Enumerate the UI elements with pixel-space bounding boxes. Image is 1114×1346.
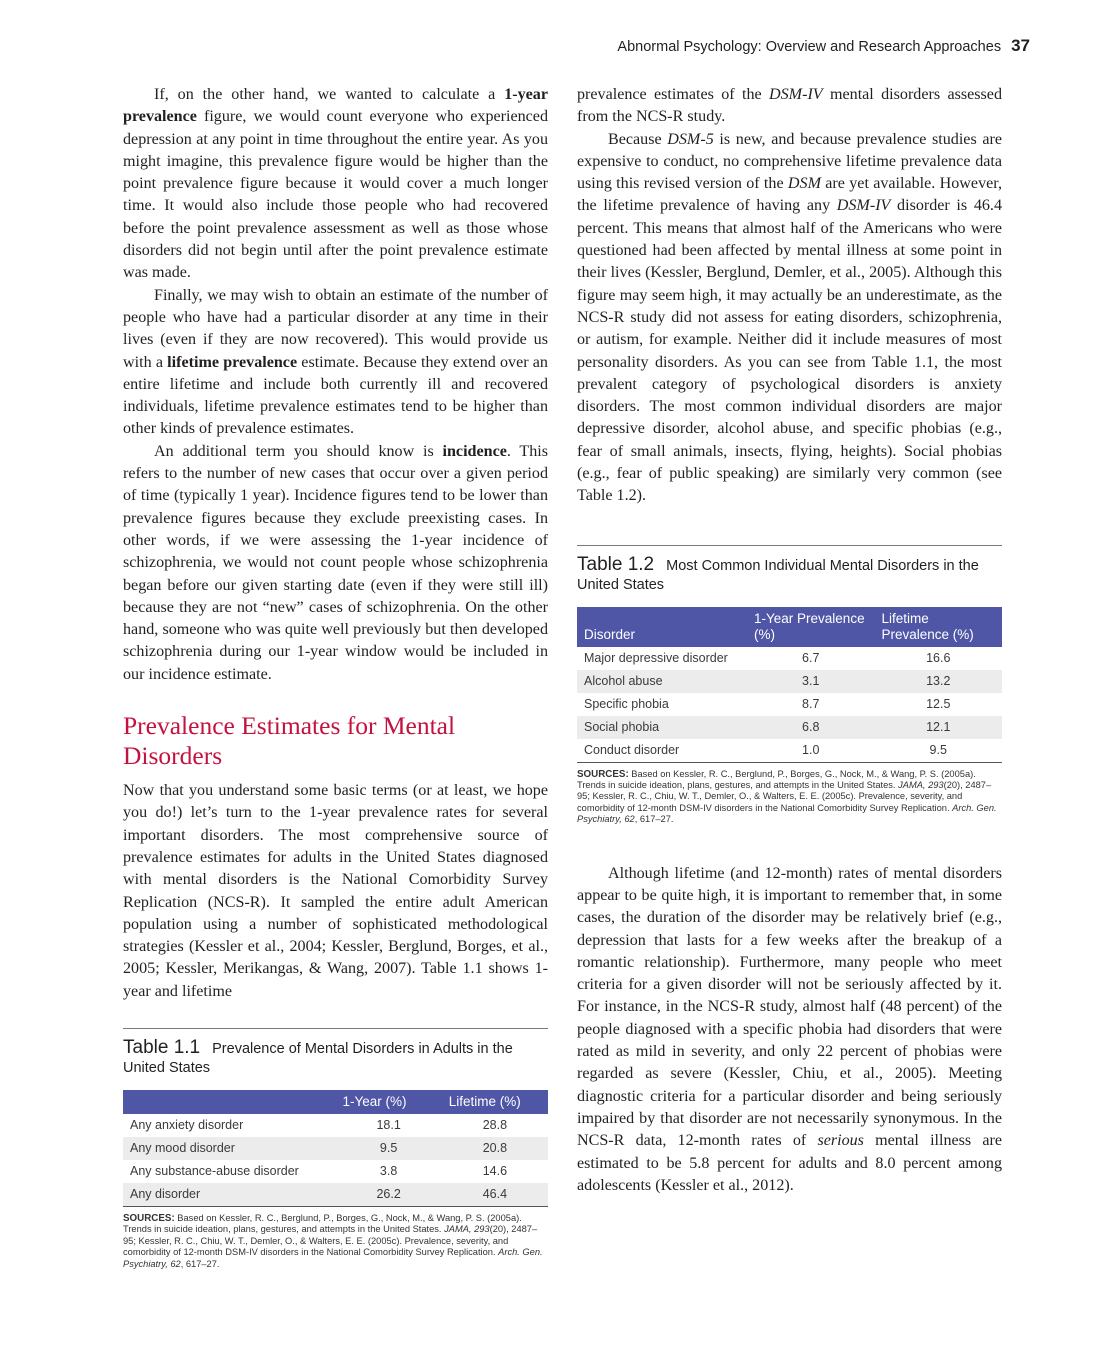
row-label: Specific phobia bbox=[584, 696, 669, 711]
lifetime-value: 46.4 bbox=[442, 1183, 548, 1207]
key-term-incidence: incidence bbox=[442, 442, 507, 460]
table-sources-note: SOURCES: Based on Kessler, R. C., Berglund, P., Borges, G., Nock, M., & Wang, P. S. (2005a). Trends in suicide ideation, plans, gestures, and attempts in the United States. JAMA, 293(20), 2487–95; Kessler, R. C., Chiu, W. T., Demler, O., & Walters, E. E. (2005c). Prevalence, severity, and comorbidity of 12-month DSM-IV disorders in the National Comorbidity Survey Replication. Arch. Gen. Psychiatry, 62, 617–27. bbox=[577, 768, 997, 825]
row-label: Alcohol abuse bbox=[577, 670, 747, 693]
table-row bbox=[577, 647, 1002, 670]
lifetime-value: 20.8 bbox=[442, 1137, 548, 1160]
paragraph-incidence: An additional term you should know is incidence. This refers to the number of new cases that occur over a given period of time (typically 1 year). Incidence figures tend to be lower than prevalence figures because they exclude preexisting cases. In other words, if we were assessing the 1-year incidence of schizophrenia, we would not count people whose schizophrenia began before our given starting date (even if they were still ill) because they are not “new” cases of schizophrenia. On the other hand, someone who was quite well previously but then developed schizophrenia during our 1-year window would be included in our incidence estimate. bbox=[123, 442, 548, 683]
table-row bbox=[577, 670, 1002, 693]
table-sources-note: SOURCES: Based on Kessler, R. C., Berglund, P., Borges, G., Nock, M., & Wang, P. S. (2005a). Trends in suicide ideation, plans, gestures, and attempts in the United States. JAMA, 293(20), 2487–95; Kessler, R. C., Chiu, W. T., Demler, O., & Walters, E. E. (2005c). Prevalence, severity, and comorbidity of 12-month DSM-IV disorders in the National Comorbidity Survey Replication. Arch. Gen. Psychiatry, 62, 617–27. bbox=[123, 1212, 543, 1269]
lifetime-value: 28.8 bbox=[482, 1118, 508, 1133]
table-row bbox=[123, 1114, 548, 1137]
column-header: Disorder bbox=[577, 607, 747, 647]
row-label: Social phobia bbox=[577, 716, 747, 739]
table-caption: Most Common Individual Mental Disorders in the United States bbox=[577, 557, 979, 593]
column-header bbox=[123, 1090, 336, 1114]
table-header-row bbox=[577, 607, 1002, 647]
row-label: Major depressive disorder bbox=[584, 650, 728, 665]
table-row bbox=[123, 1160, 548, 1183]
paragraph-dsm5: Because DSM-5 is new, and because prevalence studies are expensive to conduct, no comprehensive lifetime prevalence data using this revised version of the DSM are yet available. However, the lifetime prevalence of having any DSM-IV disorder is 46.4 percent. This means that almost half of the Americans who were questioned had been affected by mental illness at some point in their lives (Kessler, Berglund, Demler, et al., 2005). Although this figure may seem high, it may actually be an underestimate, as the NCS-R study did not assess for eating disorders, schizophrenia, or autism, for example. Neither did it include measures of most personality disorders. As you can see from Table 1.1, the most prevalent category of psychological disorders is anxiety disorders. The most common individual disorders are major depressive disorder, alcohol abuse, and specific phobias (e.g., fear of small animals, insects, flying, heights). Social phobias (e.g., fear of public speaking) are similarly very common (see Table 1.2). bbox=[577, 130, 1002, 505]
table-number: Table 1.1 bbox=[123, 1036, 201, 1058]
column-header: Lifetime (%) bbox=[442, 1090, 548, 1114]
left-column bbox=[123, 84, 548, 1270]
table-row bbox=[577, 739, 1002, 763]
table-caption: Prevalence of Mental Disorders in Adults in the United States bbox=[123, 1040, 513, 1076]
paragraph-1-year-prevalence: If, on the other hand, we wanted to calculate a 1-year prevalence figure, we would count everyone who experienced depression at any point in time throughout the entire year. As you might imagine, this prevalence figure would be higher than the point prevalence figure because it would cover a much longer time. It would also include those people who had recovered before the point prevalence assessment as well as those whose disorders did not begin until after the point prevalence estimate was made. bbox=[123, 86, 548, 282]
table-1-1 bbox=[123, 1028, 548, 1270]
table-row bbox=[123, 1183, 548, 1207]
paragraph-continued: prevalence estimates of the DSM-IV mental disorders assessed from the NCS-R study. bbox=[577, 86, 1002, 126]
column-header: Lifetime Prevalence (%) bbox=[875, 607, 1003, 647]
table-title bbox=[123, 1038, 548, 1078]
one-year-value: 8.7 bbox=[802, 696, 820, 711]
disorders-table bbox=[577, 607, 1002, 763]
key-term-1-year-prevalence: 1-year prevalence bbox=[123, 86, 548, 126]
paragraph-severity: Although lifetime (and 12-month) rates of mental disorders appear to be quite high, it is important to remember that, in some cases, the duration of the disorder may be relatively brief (e.g., depression that lasts for a few weeks after the breakup of a romantic relationship). Furthermore, many people who meet criteria for a given disorder will not be seriously affected by it. For instance, in the NCS-R study, almost half (48 percent) of the people diagnosed with a specific phobia had disorders that were rated as mild in severity, and only 22 percent of phobias were regarded as severe (Kessler, Chiu, et al., 2005). Meeting diagnostic criteria for a particular disorder and being seriously impaired by that disorder are not necessarily synonymous. In the NCS-R data, 12-month rates of serious mental illness are estimated to be 5.8 percent for adults and 8.0 percent among adolescents (Kessler et al., 2012). bbox=[577, 864, 1003, 1194]
one-year-value: 18.1 bbox=[376, 1118, 401, 1133]
key-term-lifetime-prevalence: lifetime prevalence bbox=[167, 353, 298, 371]
row-label: Any mood disorder bbox=[123, 1137, 336, 1160]
lifetime-value: 14.6 bbox=[482, 1164, 508, 1179]
one-year-value: 26.2 bbox=[336, 1183, 442, 1207]
one-year-value: 3.1 bbox=[747, 670, 875, 693]
table-number: Table 1.2 bbox=[577, 553, 655, 575]
table-row bbox=[577, 716, 1002, 739]
row-label: Any substance-abuse disorder bbox=[130, 1164, 299, 1179]
paragraph-ncs-r: Now that you understand some basic terms (or at least, we hope you do!) let’s turn to the 1-year prevalence rates for several important disorders. The most comprehensive source of prevalence estimates for adults in the United States diagnosed with mental disorders is the National Comorbidity Survey Replication (NCS-R). It sampled the entire adult American population using a number of sophisticated methodological strategies (Kessler et al., 2004; Kessler, Berglund, Borges, et al., 2005; Kessler, Merikangas, & Wang, 2007). Table 1.1 shows 1-year and lifetime bbox=[123, 782, 548, 1000]
lifetime-value: 12.5 bbox=[926, 696, 951, 711]
column-header: 1-Year Prevalence (%) bbox=[747, 607, 875, 647]
page-number: 37 bbox=[1011, 36, 1030, 55]
one-year-value: 9.5 bbox=[336, 1137, 442, 1160]
one-year-value: 1.0 bbox=[747, 739, 875, 763]
lifetime-value: 13.2 bbox=[875, 670, 1003, 693]
row-label: Any anxiety disorder bbox=[130, 1118, 244, 1133]
running-head-title: Abnormal Psychology: Overview and Research Approaches bbox=[617, 39, 1002, 55]
lifetime-value: 16.6 bbox=[926, 650, 951, 665]
section-heading: Prevalence Estimates for Mental Disorders bbox=[123, 711, 456, 770]
row-label: Any disorder bbox=[123, 1183, 336, 1207]
lifetime-value: 9.5 bbox=[875, 739, 1003, 763]
running-head bbox=[617, 36, 1030, 56]
one-year-value: 6.8 bbox=[747, 716, 875, 739]
row-label: Conduct disorder bbox=[577, 739, 747, 763]
prevalence-table bbox=[123, 1090, 548, 1207]
lifetime-value: 12.1 bbox=[875, 716, 1003, 739]
one-year-value: 3.8 bbox=[379, 1164, 398, 1179]
one-year-value: 6.7 bbox=[802, 650, 820, 665]
table-title bbox=[577, 555, 1002, 595]
right-column bbox=[577, 84, 1002, 1197]
table-row bbox=[577, 693, 1002, 716]
table-header-row bbox=[123, 1090, 548, 1114]
table-1-2 bbox=[577, 545, 1002, 826]
table-row bbox=[123, 1137, 548, 1160]
paragraph-lifetime-prevalence: Finally, we may wish to obtain an estimate of the number of people who have had a particular disorder at any time in their lives (even if they are now recovered). This would provide us with a lifetime prevalence estimate. Because they extend over an entire lifetime and include both currently ill and recovered individuals, lifetime prevalence estimates tend to be higher than other kinds of prevalence estimates. bbox=[123, 286, 548, 438]
column-header: 1-Year (%) bbox=[336, 1090, 442, 1114]
